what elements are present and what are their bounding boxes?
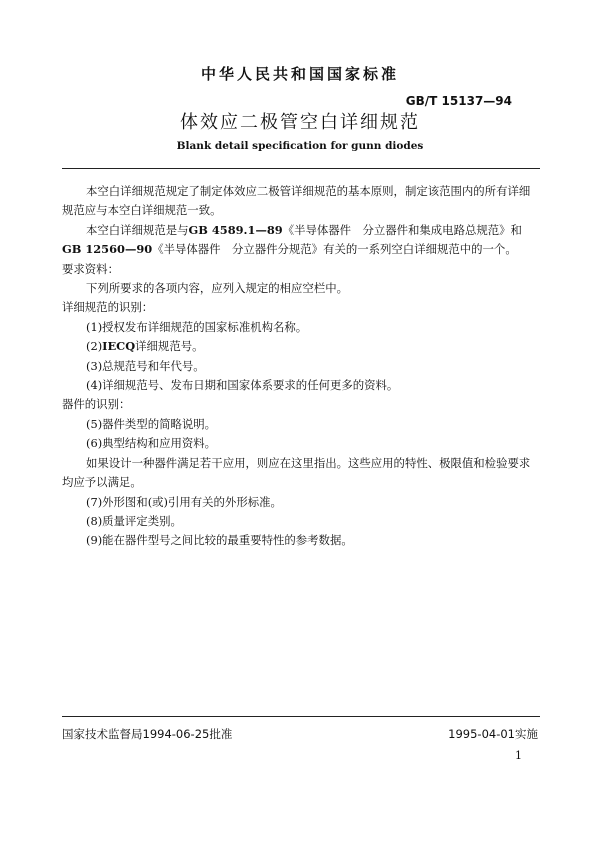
requirements-heading: 要求资料： [62, 261, 119, 276]
list-item-2-text: 详细规范号。 [135, 339, 204, 354]
list-item-7: (7)外形图和(或)引用有关的外形标准。 [86, 494, 282, 509]
list-item-5: (5)器件类型的简略说明。 [86, 416, 217, 431]
implementation-date: 1995-04-01实施 [448, 727, 538, 741]
device-identification-heading: 器件的识别： [62, 397, 131, 412]
reference-text-a: 本空白详细规范是与 [86, 222, 189, 237]
footer-divider [62, 716, 540, 717]
spec-identification-heading: 详细规范的识别： [62, 300, 154, 315]
list-item-2-iecq: IECQ [102, 339, 136, 354]
document-title: 体效应二极管空白详细规范 [180, 112, 420, 133]
approval-date: 国家技术监督局1994-06-25批准 [62, 727, 233, 741]
reference-standard-1: GB 4589.1—89 [188, 222, 283, 237]
list-item-8: (8)质量评定类别。 [86, 513, 182, 528]
list-item-2 [62, 337, 540, 356]
standard-number: GB/T 15137—94 [405, 94, 512, 108]
reference-standard-2: GB 12560—90 [62, 242, 153, 257]
reference-text-b: 《半导体器件 分立器件和集成电路总规范》和 [282, 222, 522, 237]
document-body [62, 182, 540, 551]
intro-paragraph: 本空白详细规范规定了制定体效应二极管详细规范的基本原则，制定该范围内的所有详细规范应与本空白详细规范一致。 [62, 184, 531, 218]
list-item-9: (9)能在器件型号之间比较的最重要特性的参考数据。 [86, 533, 353, 548]
document-subtitle: Blank detail specification for gunn diodes [176, 140, 424, 152]
list-item-1: (1)授权发布详细规范的国家标准机构名称。 [86, 319, 308, 334]
list-item-3: (3)总规范号和年代号。 [86, 358, 205, 373]
page-number: 1 [515, 749, 522, 762]
reference-paragraph [62, 221, 540, 260]
applications-paragraph: 如果设计一种器件满足若干应用，则应在这里指出。这些应用的特性、极限值和检验要求均应予以满足。 [62, 455, 531, 490]
list-item-2-number: (2) [86, 339, 103, 354]
requirements-intro: 下列所要求的各项内容，应列入规定的相应空栏中。 [86, 281, 348, 296]
list-item-6: (6)典型结构和应用资料。 [86, 436, 217, 451]
reference-text-c: 《半导体器件 分立器件分规范》有关的一系列空白详细规范中的一个。 [152, 242, 517, 257]
list-item-4: (4)详细规范号、发布日期和国家体系要求的任何更多的资料。 [86, 378, 399, 393]
header-divider [62, 168, 540, 169]
national-standard-heading: 中华人民共和国国家标准 [200, 65, 399, 83]
